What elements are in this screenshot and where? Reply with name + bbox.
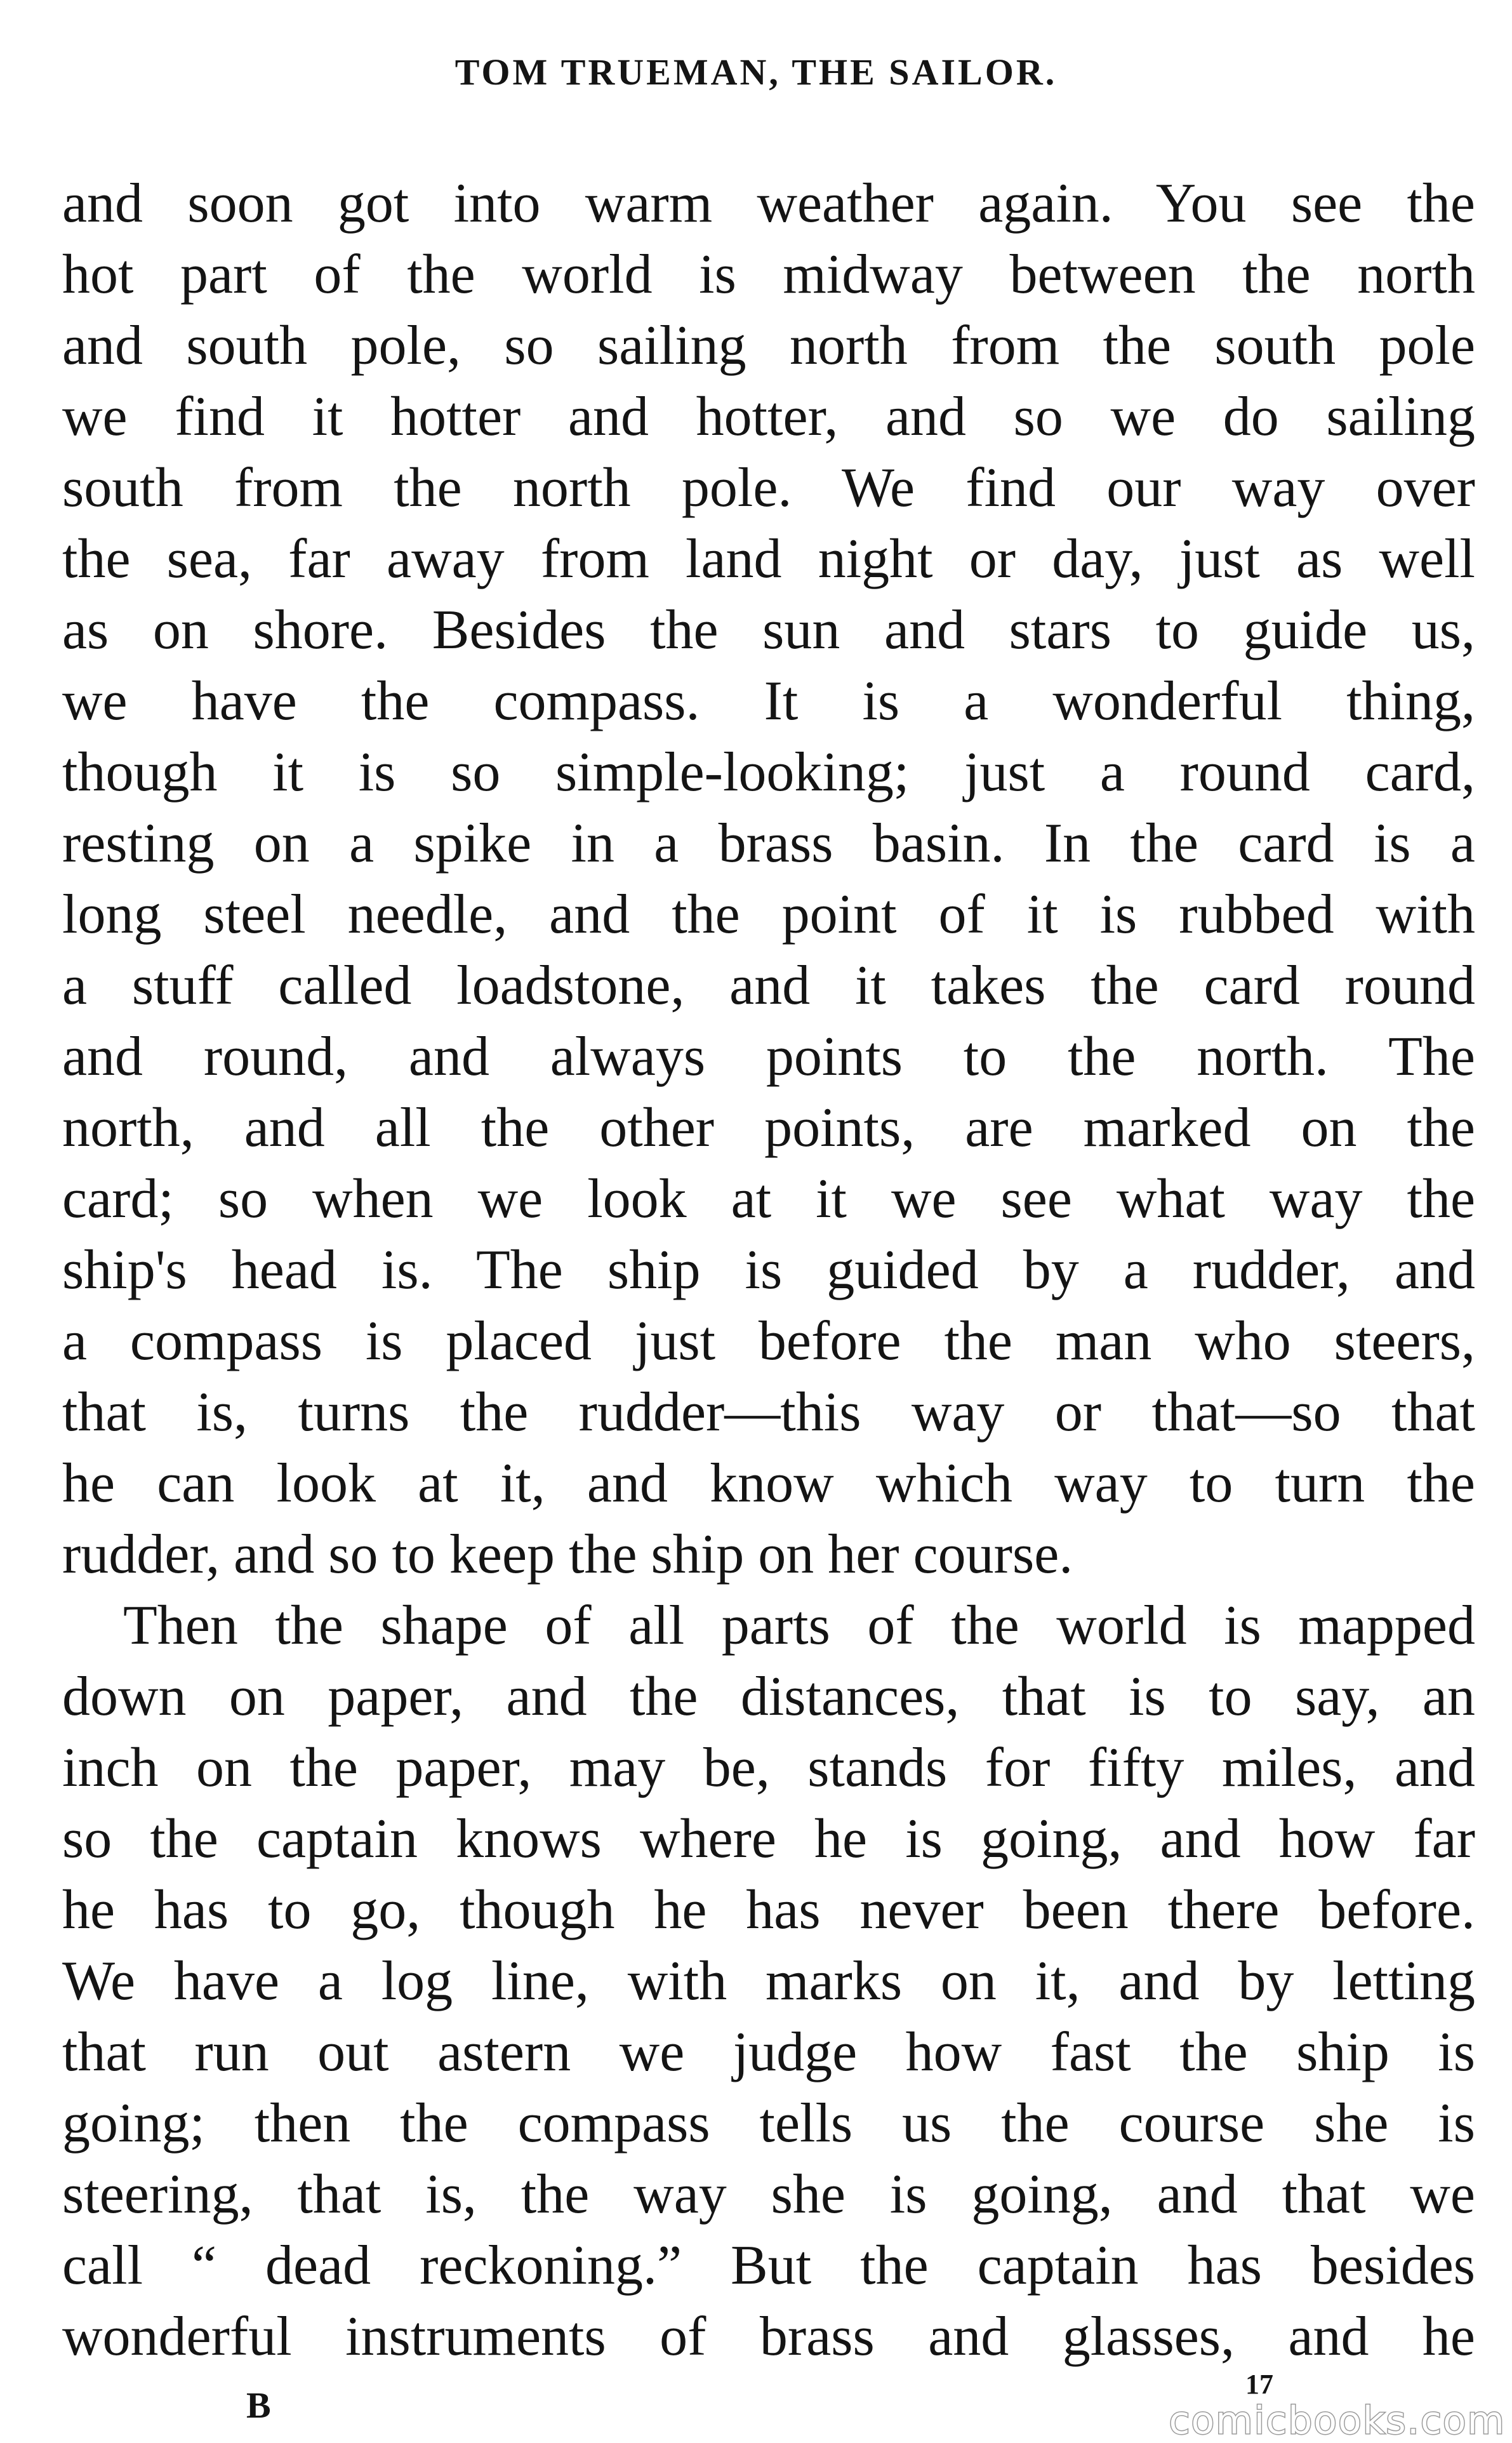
text-line: steering, that is, the way she is going, and that we xyxy=(62,2164,1475,2225)
text-line: Then the shape of all parts of the world is mapped xyxy=(123,1595,1475,1656)
text-line: card; so when we look at it we see what way the xyxy=(62,1168,1475,1230)
text-line: a stuff called loadstone, and it takes the card round xyxy=(62,955,1475,1016)
text-line: down on paper, and the distances, that is to say, an xyxy=(62,1666,1475,1727)
text-line: rudder, and so to keep the ship on her course. xyxy=(62,1524,1073,1585)
text-line: the sea, far away from land night or day, just as well xyxy=(62,528,1475,590)
paragraph-1 xyxy=(62,168,1475,1590)
text-line: and round, and always points to the north. The xyxy=(62,1026,1475,1088)
text-line: north, and all the other points, are marked on the xyxy=(62,1097,1475,1159)
text-line: we have the compass. It is a wonderful thing, xyxy=(62,670,1475,732)
text-line: going; then the compass tells us the course she is xyxy=(62,2093,1475,2154)
text-line: he has to go, though he has never been there before. xyxy=(62,1879,1475,1941)
text-line: long steel needle, and the point of it is rubbed with xyxy=(62,884,1475,945)
text-line: and soon got into warm weather again. You see the xyxy=(62,173,1475,234)
running-head: TOM TRUEMAN, THE SAILOR. xyxy=(454,51,1058,93)
page-number: 17 xyxy=(1245,2369,1273,2400)
text-line: he can look at it, and know which way to turn the xyxy=(62,1453,1475,1514)
text-line: We have a log line, with marks on it, and by letting xyxy=(62,1950,1475,2012)
watermark: comicbooks.com xyxy=(1169,2399,1506,2443)
text-line: we find it hotter and hotter, and so we do sailing xyxy=(62,386,1475,448)
text-line: inch on the paper, may be, stands for fifty miles, and xyxy=(62,1737,1475,1799)
text-line: so the captain knows where he is going, and how far xyxy=(62,1808,1475,1870)
text-line: resting on a spike in a brass basin. In the card is a xyxy=(62,813,1475,874)
text-line: ship's head is. The ship is guided by a rudder, and xyxy=(62,1239,1475,1301)
text-line: south from the north pole. We find our way over xyxy=(62,457,1475,519)
text-line: though it is so simple-looking; just a round card, xyxy=(62,742,1475,803)
text-line: wonderful instruments of brass and glasses, and he xyxy=(62,2306,1475,2367)
text-line: hot part of the world is midway between the north xyxy=(62,244,1475,305)
text-line: that run out astern we judge how fast the ship is xyxy=(62,2021,1475,2083)
body-text xyxy=(62,168,1475,2373)
text-line: call “ dead reckoning.” But the captain has besides xyxy=(62,2235,1475,2296)
text-line: as on shore. Besides the sun and stars to guide us, xyxy=(62,599,1475,661)
signature-mark: B xyxy=(246,2385,271,2426)
text-line: and south pole, so sailing north from the south pole xyxy=(62,315,1475,376)
text-line: that is, turns the rudder—this way or that—so that xyxy=(62,1381,1475,1443)
paragraph-2 xyxy=(62,1590,1475,2373)
text-line: a compass is placed just before the man who steers, xyxy=(62,1310,1475,1372)
